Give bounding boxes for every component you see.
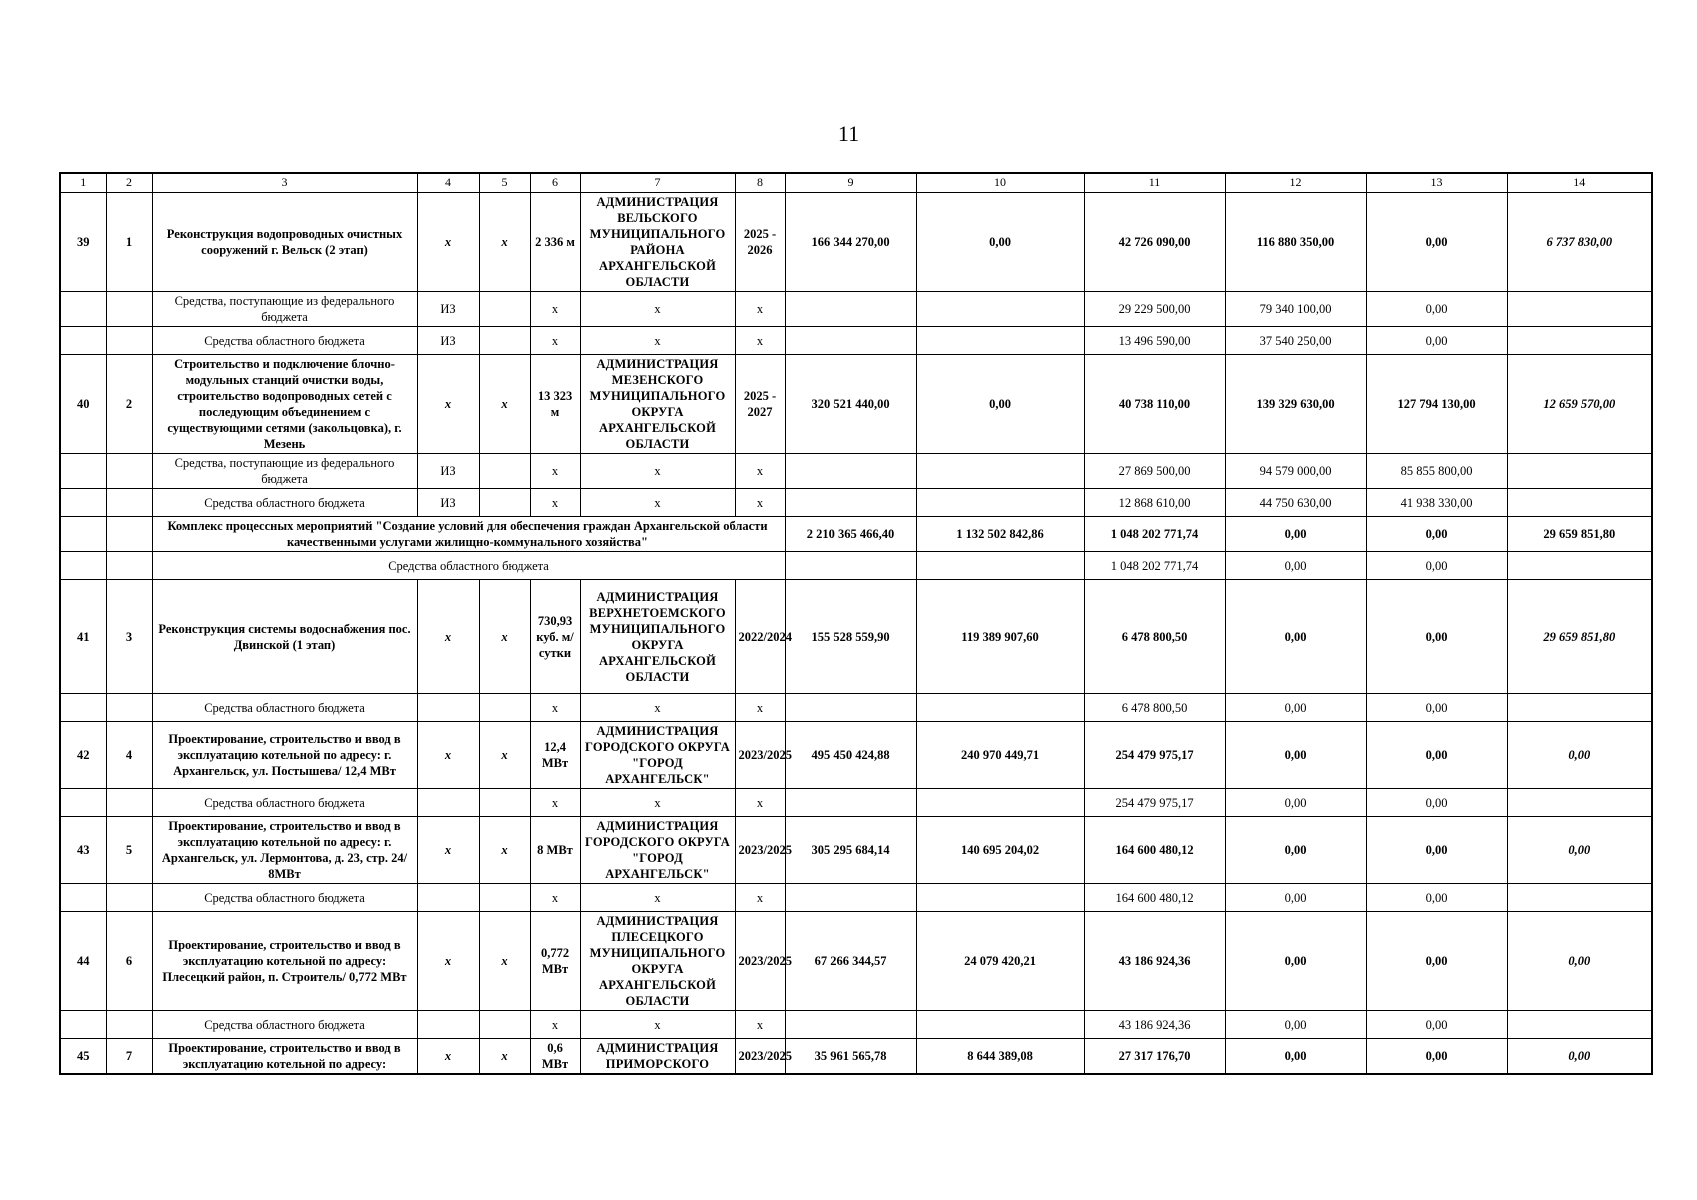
cell-col12: 116 880 350,00 [1225,193,1366,292]
cell-empty [916,789,1084,817]
cell-col4: х [417,355,479,454]
cell-empty [1507,789,1652,817]
cell-col14: 0,00 [1507,722,1652,789]
cell-empty [106,454,152,489]
cell-col6: х [530,454,580,489]
cell-empty [106,1011,152,1039]
cell-empty [1507,694,1652,722]
cell-col5: х [479,1039,530,1075]
cell-empty [785,489,916,517]
cell-col14: 0,00 [1507,912,1652,1011]
cell-empty [60,489,106,517]
cell-empty [1507,327,1652,355]
cell-empty [785,789,916,817]
table-row [60,355,1652,454]
table-row [60,694,1652,722]
header-cell: 12 [1225,173,1366,193]
cell-col11: 12 868 610,00 [1084,489,1225,517]
item-name: Проектирование, строительство и ввод в эксплуатацию котельной по адресу: [152,1039,417,1075]
page-number: 11 [837,121,860,146]
funding-source: Средства, поступающие из федерального бюджета [152,292,417,327]
funding-source: Средства областного бюджета [152,694,417,722]
cell-col9: 166 344 270,00 [785,193,916,292]
capacity: 730,93 куб. м/сутки [530,580,580,694]
cell-col11: 1 048 202 771,74 [1084,552,1225,580]
cell-empty [106,694,152,722]
cell-empty [60,694,106,722]
cell-col10: 8 644 389,08 [916,1039,1084,1075]
cell-col4: х [417,1039,479,1075]
header-cell: 4 [417,173,479,193]
cell-col4: ИЗ [417,454,479,489]
item-number: 6 [106,912,152,1011]
cell-empty [785,1011,916,1039]
row-number: 39 [60,193,106,292]
period: 2023/2025 [735,817,785,884]
cell-col6: х [530,292,580,327]
item-name: Проектирование, строительство и ввод в эксплуатацию котельной по адресу: г. Архангельск, ул. Лермонтова, д. 23, стр. 24/ 8МВт [152,817,417,884]
header-cell: 14 [1507,173,1652,193]
item-name: Строительство и подключение блочно-модульных станций очистки воды, строительство водопроводных сетей с последующим объединением с существующими сетями (закольцовка), г. Мезень [152,355,417,454]
period: 2023/2025 [735,912,785,1011]
cell-col7: х [580,454,735,489]
cell-col13: 0,00 [1366,884,1507,912]
table-row [60,789,1652,817]
cell-col13: 0,00 [1366,789,1507,817]
cell-empty [785,327,916,355]
cell-col5: х [479,355,530,454]
item-name: Проектирование, строительство и ввод в эксплуатацию котельной по адресу: Плесецкий район, п. Строитель/ 0,772 МВт [152,912,417,1011]
cell-col12: 0,00 [1225,580,1366,694]
cell-col6: х [530,694,580,722]
cell-col9: 305 295 684,14 [785,817,916,884]
cell-empty [916,292,1084,327]
period: 2025 - 2027 [735,355,785,454]
cell-col13: 0,00 [1366,912,1507,1011]
cell-col5: х [479,193,530,292]
period: 2025 - 2026 [735,193,785,292]
header-cell: 2 [106,173,152,193]
cell-col12: 44 750 630,00 [1225,489,1366,517]
cell-col8: х [735,694,785,722]
cell-col7: х [580,292,735,327]
cell-col13: 0,00 [1366,722,1507,789]
cell-col4 [417,1011,479,1039]
cell-col12: 0,00 [1225,1039,1366,1075]
header-cell: 5 [479,173,530,193]
cell-col11: 40 738 110,00 [1084,355,1225,454]
cell-col11: 43 186 924,36 [1084,1011,1225,1039]
cell-empty [916,552,1084,580]
cell-empty [60,884,106,912]
cell-col11: 1 048 202 771,74 [1084,517,1225,552]
table-row [60,327,1652,355]
cell-empty [60,454,106,489]
cell-empty [479,292,530,327]
cell-col14: 12 659 570,00 [1507,355,1652,454]
cell-empty [60,327,106,355]
row-number: 41 [60,580,106,694]
period: 2023/2025 [735,722,785,789]
cell-col13: 0,00 [1366,552,1507,580]
cell-empty [916,327,1084,355]
cell-col6: х [530,789,580,817]
cell-col13: 0,00 [1366,517,1507,552]
cell-col9: 2 210 365 466,40 [785,517,916,552]
cell-empty [479,327,530,355]
budget-table [59,172,1653,1075]
funding-source: Средства областного бюджета [152,884,417,912]
cell-col11: 29 229 500,00 [1084,292,1225,327]
cell-empty [60,789,106,817]
cell-empty [60,552,106,580]
cell-col8: х [735,292,785,327]
organization: АДМИНИСТРАЦИЯ ВЕЛЬСКОГО МУНИЦИПАЛЬНОГО РАЙОНА АРХАНГЕЛЬСКОЙ ОБЛАСТИ [580,193,735,292]
cell-empty [106,327,152,355]
table-row [60,292,1652,327]
cell-col11: 164 600 480,12 [1084,884,1225,912]
cell-col11: 13 496 590,00 [1084,327,1225,355]
cell-empty [916,1011,1084,1039]
cell-col11: 6 478 800,50 [1084,694,1225,722]
cell-col7: х [580,327,735,355]
header-cell: 13 [1366,173,1507,193]
cell-empty [1507,1011,1652,1039]
cell-col4 [417,884,479,912]
cell-col8: х [735,454,785,489]
row-number: 45 [60,1039,106,1075]
cell-col12: 0,00 [1225,552,1366,580]
complex-name: Комплекс процессных мероприятий "Создание условий для обеспечения граждан Архангельской области качественными услугами жилищно-коммунального хозяйства" [152,517,785,552]
capacity: 2 336 м [530,193,580,292]
cell-col13: 0,00 [1366,292,1507,327]
cell-empty [479,789,530,817]
period: 2022/2024 [735,580,785,694]
row-number: 42 [60,722,106,789]
cell-empty [785,292,916,327]
cell-col9: 67 266 344,57 [785,912,916,1011]
cell-col11: 43 186 924,36 [1084,912,1225,1011]
organization: АДМИНИСТРАЦИЯ МЕЗЕНСКОГО МУНИЦИПАЛЬНОГО ОКРУГА АРХАНГЕЛЬСКОЙ ОБЛАСТИ [580,355,735,454]
cell-col8: х [735,789,785,817]
cell-empty [60,1011,106,1039]
cell-col5: х [479,580,530,694]
cell-empty [916,489,1084,517]
table-row [60,1011,1652,1039]
cell-empty [785,694,916,722]
funding-source: Средства, поступающие из федерального бюджета [152,454,417,489]
cell-empty [479,454,530,489]
cell-col7: х [580,694,735,722]
cell-col4: ИЗ [417,489,479,517]
funding-source: Средства областного бюджета [152,552,785,580]
header-cell: 11 [1084,173,1225,193]
cell-col7: х [580,1011,735,1039]
cell-col12: 79 340 100,00 [1225,292,1366,327]
item-name: Реконструкция водопроводных очистных сооружений г. Вельск (2 этап) [152,193,417,292]
funding-source: Средства областного бюджета [152,789,417,817]
cell-empty [916,454,1084,489]
funding-source: Средства областного бюджета [152,327,417,355]
cell-empty [1507,884,1652,912]
item-number: 7 [106,1039,152,1075]
cell-empty [106,292,152,327]
cell-col12: 37 540 250,00 [1225,327,1366,355]
cell-col12: 94 579 000,00 [1225,454,1366,489]
header-cell: 10 [916,173,1084,193]
cell-empty [785,884,916,912]
cell-col10: 1 132 502 842,86 [916,517,1084,552]
cell-empty [106,884,152,912]
organization: АДМИНИСТРАЦИЯ ПЛЕСЕЦКОГО МУНИЦИПАЛЬНОГО ОКРУГА АРХАНГЕЛЬСКОЙ ОБЛАСТИ [580,912,735,1011]
cell-col13: 41 938 330,00 [1366,489,1507,517]
cell-empty [1507,489,1652,517]
item-number: 2 [106,355,152,454]
cell-empty [916,884,1084,912]
cell-col13: 0,00 [1366,193,1507,292]
organization: АДМИНИСТРАЦИЯ ГОРОДСКОГО ОКРУГА "ГОРОД АРХАНГЕЛЬСК" [580,722,735,789]
capacity: 0,6 МВт [530,1039,580,1075]
capacity: 13 323 м [530,355,580,454]
cell-col6: х [530,1011,580,1039]
cell-col10: 24 079 420,21 [916,912,1084,1011]
cell-col4 [417,694,479,722]
capacity: 8 МВт [530,817,580,884]
cell-empty [60,517,106,552]
cell-empty [785,454,916,489]
cell-empty [479,489,530,517]
table-row [60,817,1652,884]
table-row [60,517,1652,552]
cell-empty [479,884,530,912]
header-cell: 9 [785,173,916,193]
item-name: Реконструкция системы водоснабжения пос. Двинской (1 этап) [152,580,417,694]
cell-col12: 0,00 [1225,817,1366,884]
capacity: 12,4 МВт [530,722,580,789]
cell-col14: 29 659 851,80 [1507,517,1652,552]
cell-col4 [417,789,479,817]
table-row [60,1039,1652,1075]
cell-empty [479,1011,530,1039]
cell-col13: 127 794 130,00 [1366,355,1507,454]
cell-col13: 0,00 [1366,817,1507,884]
cell-col11: 164 600 480,12 [1084,817,1225,884]
cell-empty [106,789,152,817]
cell-col12: 0,00 [1225,912,1366,1011]
item-number: 5 [106,817,152,884]
row-number: 40 [60,355,106,454]
cell-col12: 0,00 [1225,789,1366,817]
cell-empty [1507,292,1652,327]
cell-empty [106,489,152,517]
cell-col13: 0,00 [1366,327,1507,355]
cell-col9: 35 961 565,78 [785,1039,916,1075]
header-cell: 1 [60,173,106,193]
capacity: 0,772 МВт [530,912,580,1011]
table-row [60,722,1652,789]
cell-col9: 155 528 559,90 [785,580,916,694]
cell-col12: 0,00 [1225,722,1366,789]
cell-col10: 0,00 [916,355,1084,454]
cell-col8: х [735,489,785,517]
cell-col6: х [530,489,580,517]
cell-col14: 29 659 851,80 [1507,580,1652,694]
cell-col13: 0,00 [1366,1011,1507,1039]
cell-empty [916,694,1084,722]
cell-col11: 254 479 975,17 [1084,789,1225,817]
cell-col4: ИЗ [417,292,479,327]
row-number: 44 [60,912,106,1011]
cell-col7: х [580,789,735,817]
cell-col13: 0,00 [1366,580,1507,694]
table-row [60,580,1652,694]
cell-col13: 85 855 800,00 [1366,454,1507,489]
cell-col10: 119 389 907,60 [916,580,1084,694]
cell-col5: х [479,722,530,789]
cell-empty [106,552,152,580]
cell-col6: х [530,884,580,912]
cell-col9: 320 521 440,00 [785,355,916,454]
cell-col13: 0,00 [1366,1039,1507,1075]
table-row [60,884,1652,912]
cell-col11: 27 317 176,70 [1084,1039,1225,1075]
cell-col12: 0,00 [1225,694,1366,722]
header-cell: 7 [580,173,735,193]
cell-col8: х [735,327,785,355]
row-number: 43 [60,817,106,884]
item-number: 4 [106,722,152,789]
cell-col6: х [530,327,580,355]
funding-source: Средства областного бюджета [152,1011,417,1039]
cell-col10: 240 970 449,71 [916,722,1084,789]
cell-col5: х [479,912,530,1011]
cell-col9: 495 450 424,88 [785,722,916,789]
cell-empty [1507,454,1652,489]
header-cell: 3 [152,173,417,193]
cell-col10: 140 695 204,02 [916,817,1084,884]
cell-col4: ИЗ [417,327,479,355]
item-number: 3 [106,580,152,694]
item-name: Проектирование, строительство и ввод в эксплуатацию котельной по адресу: г. Архангельск, ул. Постышева/ 12,4 МВт [152,722,417,789]
cell-col7: х [580,489,735,517]
cell-col8: х [735,884,785,912]
cell-empty [785,552,916,580]
cell-col14: 0,00 [1507,817,1652,884]
cell-col7: х [580,884,735,912]
cell-col13: 0,00 [1366,694,1507,722]
cell-col11: 27 869 500,00 [1084,454,1225,489]
organization: АДМИНИСТРАЦИЯ ВЕРХНЕТОЕМСКОГО МУНИЦИПАЛЬНОГО ОКРУГА АРХАНГЕЛЬСКОЙ ОБЛАСТИ [580,580,735,694]
cell-col4: х [417,817,479,884]
cell-col12: 0,00 [1225,884,1366,912]
item-number: 1 [106,193,152,292]
cell-col14: 6 737 830,00 [1507,193,1652,292]
cell-col4: х [417,912,479,1011]
cell-col12: 139 329 630,00 [1225,355,1366,454]
cell-col4: х [417,580,479,694]
table-row [60,454,1652,489]
table-row [60,489,1652,517]
cell-col12: 0,00 [1225,1011,1366,1039]
cell-col11: 6 478 800,50 [1084,580,1225,694]
cell-empty [1507,552,1652,580]
cell-col11: 42 726 090,00 [1084,193,1225,292]
cell-col4: х [417,722,479,789]
organization: АДМИНИСТРАЦИЯ ГОРОДСКОГО ОКРУГА "ГОРОД АРХАНГЕЛЬСК" [580,817,735,884]
header-row [60,173,1652,193]
cell-col11: 254 479 975,17 [1084,722,1225,789]
cell-empty [60,292,106,327]
cell-col4: х [417,193,479,292]
cell-col14: 0,00 [1507,1039,1652,1075]
table-row [60,912,1652,1011]
cell-col12: 0,00 [1225,517,1366,552]
cell-col5: х [479,817,530,884]
table-row [60,552,1652,580]
cell-empty [479,694,530,722]
cell-col10: 0,00 [916,193,1084,292]
period: 2023/2025 [735,1039,785,1075]
funding-source: Средства областного бюджета [152,489,417,517]
cell-col8: х [735,1011,785,1039]
organization: АДМИНИСТРАЦИЯ ПРИМОРСКОГО [580,1039,735,1075]
table-row [60,193,1652,292]
cell-empty [106,517,152,552]
header-cell: 8 [735,173,785,193]
header-cell: 6 [530,173,580,193]
